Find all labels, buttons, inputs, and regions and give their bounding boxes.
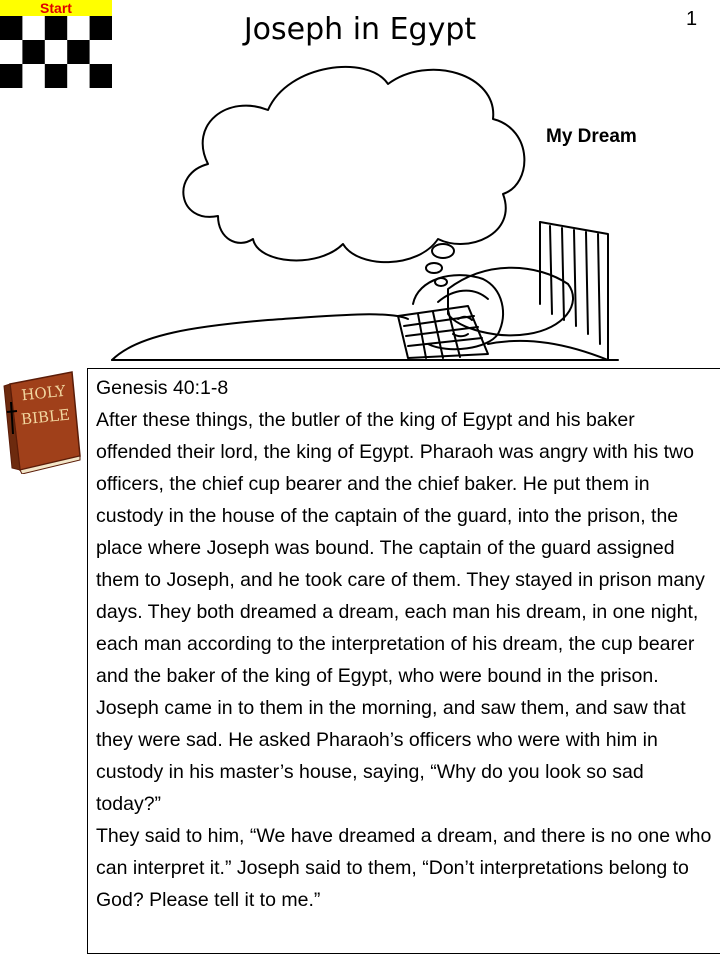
bible-line-1: HOLY <box>20 381 67 405</box>
scripture-reference: Genesis 40:1-8 <box>96 377 229 399</box>
holy-bible-icon <box>2 364 82 474</box>
dream-label: My Dream <box>546 126 637 147</box>
page-title: Joseph in Egypt <box>243 12 477 47</box>
start-label: Start <box>0 0 112 16</box>
page-number: 1 <box>686 8 698 30</box>
start-badge <box>0 0 112 88</box>
sleeping-dream-illustration <box>108 44 620 364</box>
thought-cloud <box>183 67 524 262</box>
bible-line-2: BIBLE <box>20 405 71 429</box>
checkered-flag-icon <box>0 16 112 88</box>
scripture-box <box>87 368 720 954</box>
scripture-text: After these things, the butler of the king of Egypt and his baker offended their lord, the king of Egypt. Pharaoh was angry with his two officers, the chief cup bearer and the chief baker. He put them in custody in the house of the captain of the guard, into the prison, the place where Joseph was bound. The captain of the guard assigned them to Joseph, and he took care of them. They stayed in prison many days. They both dreamed a dream, each man his dream, in one night, each man according to the interpretation of his dream, the cup bearer and the baker of the king of Egypt, who were bound in the prison. Joseph came in to them in the morning, and saw them, and saw that they were sad. He asked Pharaoh’s officers who were with him in custody in his master’s house, saying, “Why do you look so sad today?” They said to him, “We have dreamed a dream, and there is no one who can interpret it.” Joseph said to them, “Don’t interpretations belong to God? Please tell it to me.” <box>96 409 712 911</box>
